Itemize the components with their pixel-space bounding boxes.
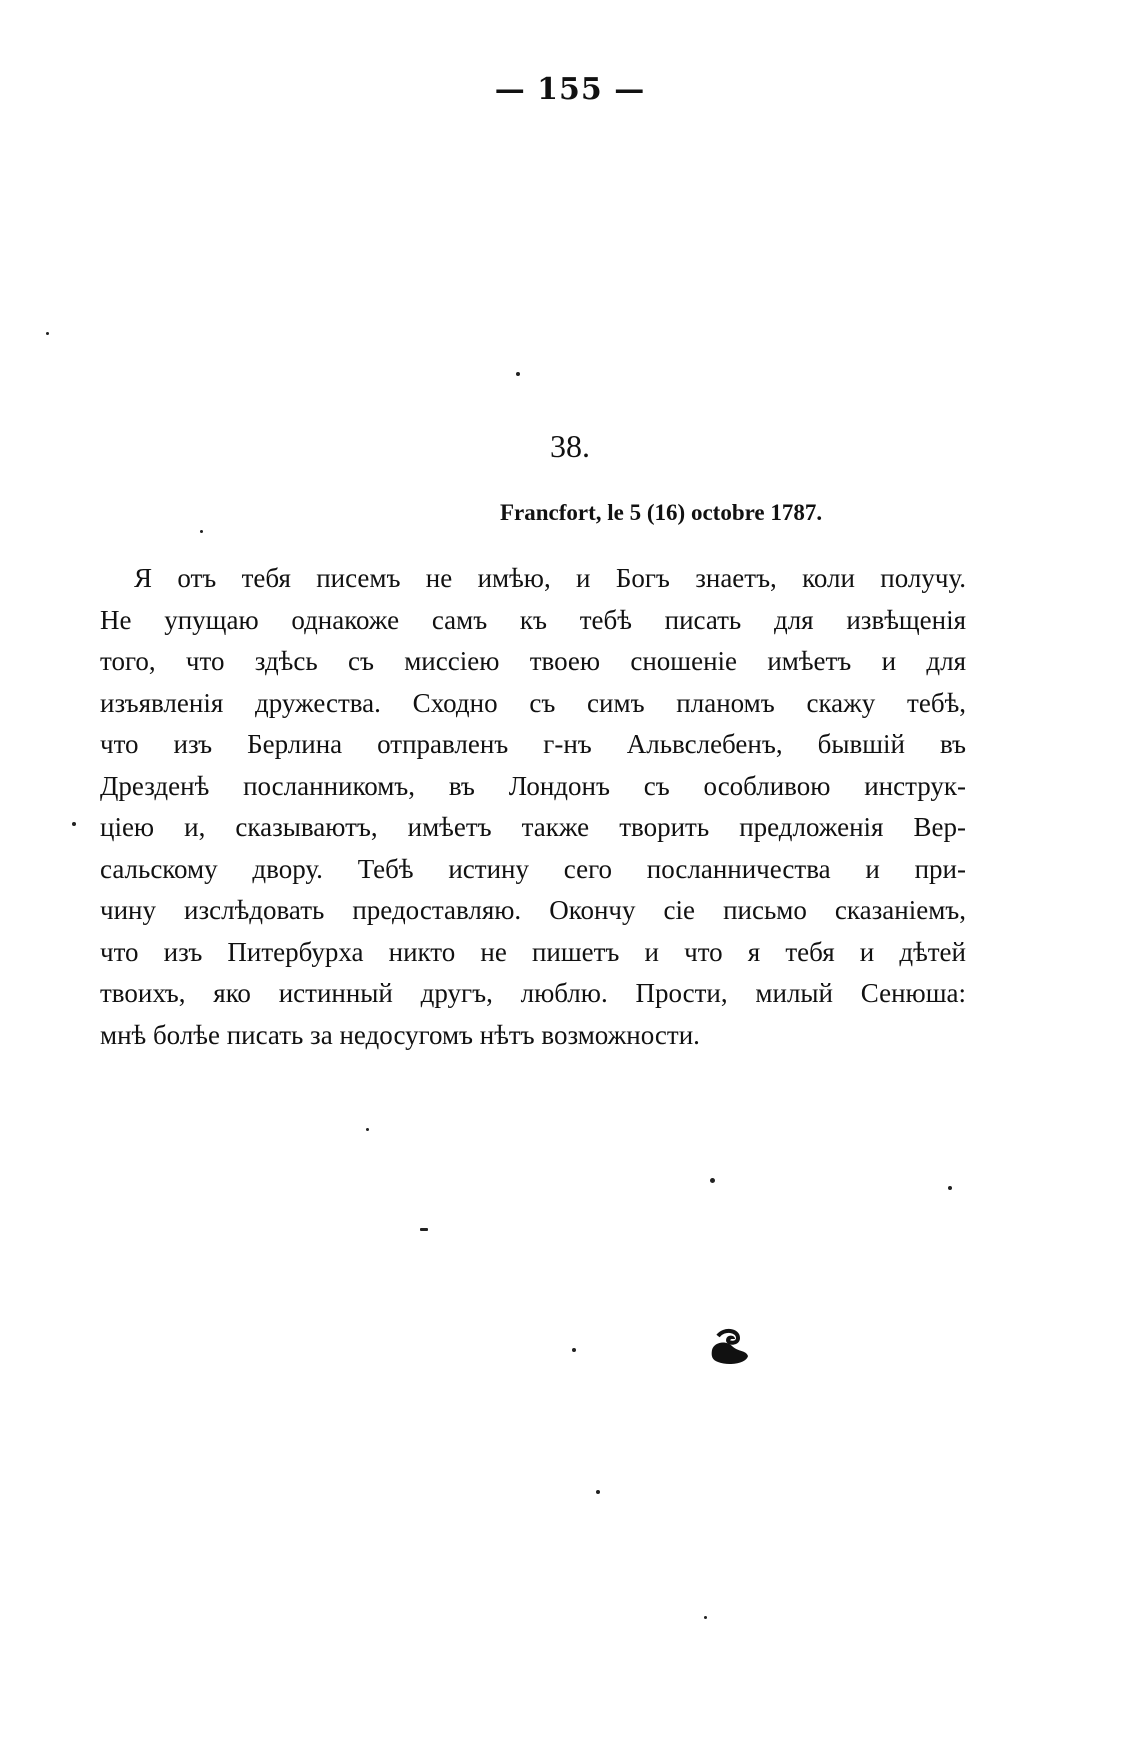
print-speck	[572, 1348, 576, 1352]
body-line: ціею и, сказываютъ, имѣетъ также творить предложенія Вер-	[100, 812, 966, 842]
letter-number: 38.	[550, 428, 590, 464]
page-number: — 155 —	[494, 72, 646, 107]
body-line: того, что здѣсь съ миссіею твоею сношеніе имѣетъ и для	[100, 646, 966, 676]
body-line: мнѣ болѣе писать за недосугомъ нѣтъ возможности.	[100, 1019, 700, 1050]
print-speck	[200, 530, 203, 533]
print-speck	[948, 1186, 952, 1190]
print-speck	[366, 1128, 369, 1131]
dateline: Francfort, le 5 (16) octobre 1787.	[500, 500, 823, 525]
body-line: чину изслѣдовать предоставляю. Окончу сіе письмо сказаніемъ,	[100, 895, 966, 925]
body-line: Не упущаю однакоже самъ къ тебѣ писать для извѣщенія	[100, 604, 966, 635]
body-line: изъявленія дружества. Сходно съ симъ планомъ скажу тебѣ,	[100, 687, 966, 718]
body-line: Я отъ тебя писемъ не имѣю, и Богъ знаетъ, коли получу.	[134, 563, 966, 593]
body-line: Дрезденѣ посланникомъ, въ Лондонъ съ особливою инструк-	[100, 770, 966, 801]
ornament-icon	[708, 1328, 750, 1366]
print-speck	[46, 332, 49, 335]
print-speck	[710, 1178, 715, 1183]
body-line: сальскому двору. Тебѣ истину сего посланничества и при-	[100, 853, 966, 884]
print-speck	[596, 1490, 600, 1494]
body-line: твоихъ, яко истинный другъ, люблю. Прости, милый Сенюша:	[100, 978, 966, 1008]
print-speck	[516, 372, 520, 376]
body-line: что изъ Берлина отправленъ г-нъ Альвслебенъ, бывшій въ	[100, 729, 966, 759]
letter-body	[100, 558, 966, 1056]
body-line: что изъ Питербурха никто не пишетъ и что я тебя и дѣтей	[100, 936, 966, 967]
print-speck	[420, 1228, 428, 1231]
print-speck	[704, 1616, 707, 1619]
print-speck	[72, 822, 76, 826]
